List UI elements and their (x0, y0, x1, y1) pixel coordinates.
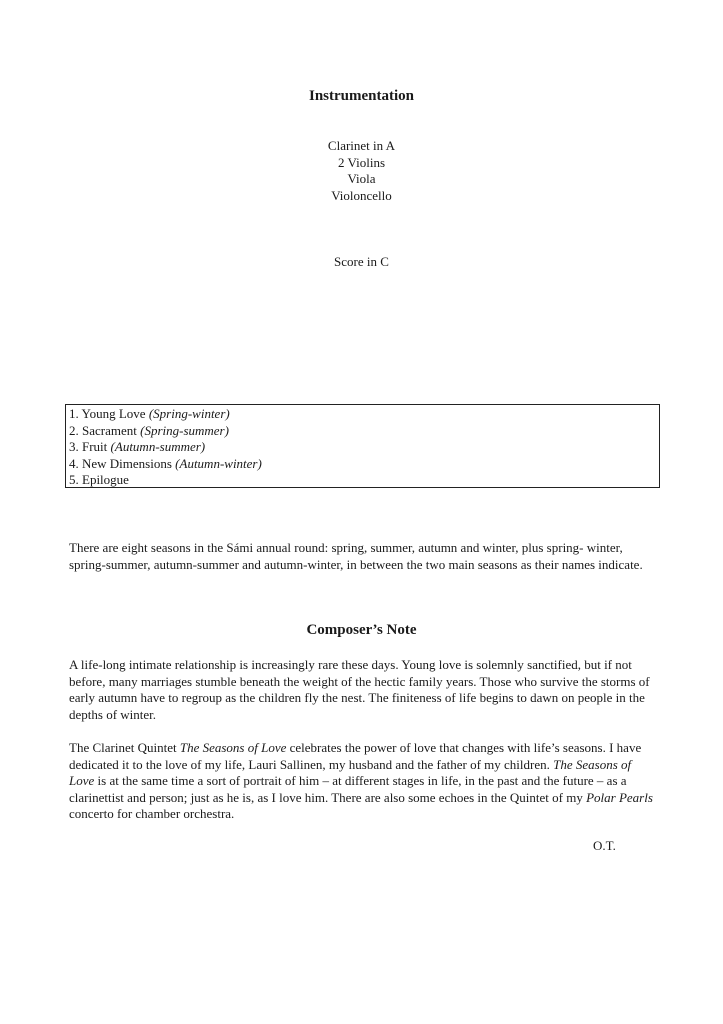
note-paragraph-1 (69, 657, 655, 723)
instrument: Viola (347, 171, 376, 186)
movement-season: (Autumn-summer) (110, 439, 206, 455)
movement-item (69, 456, 656, 473)
instrument: Violoncello (331, 187, 392, 203)
italic-text: The Seasons of Love (69, 756, 632, 789)
instrument: Clarinet in A (327, 138, 396, 153)
movements-box (65, 404, 660, 488)
score-note: Score in C (334, 254, 389, 269)
text-segment: A life-long intimate relationship is increasingly rare these days. Young love is solemnly sanctified, but if not before, many marriages stumble beneath the weight of the hectic family years. Those who survive the storms of early autumn have to regroup as the children fly the nest. The finiteness of life begins to dawn on people in the depths of winter. (69, 657, 650, 722)
movement-item (69, 406, 656, 423)
note-paragraph-2 (69, 740, 655, 823)
movement-title: 3. Fruit (69, 439, 111, 455)
text-segment: celebrates the power of love that changes with life’s seasons. I have dedicated it to the love of my life, Lauri Sallinen, my husband and the father of my children. (69, 740, 642, 772)
signature: O.T. (593, 838, 616, 853)
text-segment: concerto for chamber orchestra. (69, 806, 235, 822)
movement-title: 2. Sacrament (69, 422, 141, 438)
italic-text: The Seasons of Love (179, 740, 287, 755)
text-segment: There are eight seasons in the Sámi annual round: spring, summer, autumn and winter, plus spring- winter, spring-summer, autumn-summer and autumn-winter, in between the two main seasons as their names indicate. (69, 540, 643, 572)
movement-title: 1. Young Love (69, 406, 149, 421)
movement-item (69, 439, 656, 456)
movement-item (69, 423, 656, 440)
movement-title: 4. New Dimensions (69, 455, 176, 471)
movement-item (69, 472, 656, 489)
text-segment: The Clarinet Quintet (69, 740, 180, 755)
text-segment: is at the same time a sort of portrait of him – at different stages in life, in the past and the future – as a clarinettist and person; just as he is, as I love him. There are also some echoes in the Quintet of my (69, 773, 627, 805)
seasons-paragraph (69, 540, 655, 573)
movement-season: (Spring-summer) (140, 422, 229, 438)
movement-season: (Spring-winter) (148, 406, 230, 421)
italic-text: Polar Pearls (586, 789, 653, 805)
composers-note-heading: Composer’s Note (306, 622, 417, 638)
instrument-list (0, 138, 723, 204)
instrument: 2 Violins (337, 154, 386, 170)
instrumentation-heading: Instrumentation (308, 88, 414, 104)
movement-title: 5. Epilogue (69, 472, 129, 488)
movement-season: (Autumn-winter) (175, 455, 262, 471)
